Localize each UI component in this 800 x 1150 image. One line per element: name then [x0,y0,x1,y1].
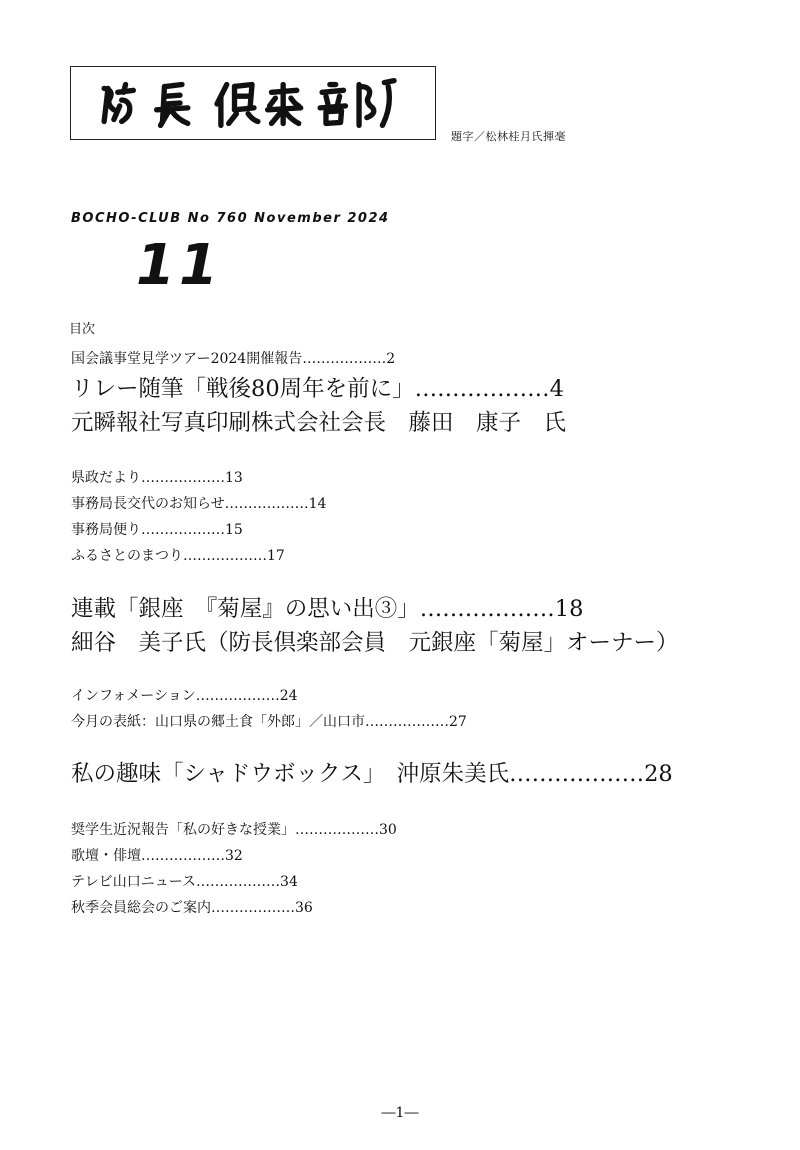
toc-item-page: 13 [225,470,243,486]
toc-item-author [71,626,679,660]
toc-item[interactable] [71,683,467,709]
toc-item[interactable] [71,465,326,491]
toc-group-6 [71,817,397,921]
toc-item-title: 事務局便り……………… [71,522,225,538]
toc-item-title: リレー随筆「戦後80周年を前に」……………… [71,376,550,402]
toc-group-4 [71,683,467,735]
page-number-footer: ―1― [381,1105,419,1121]
toc-item-title: 奨学生近況報告「私の好きな授業」……………… [71,822,379,838]
toc-item-title: テレビ山口ニュース……………… [71,874,281,890]
toc-item[interactable] [71,543,326,569]
toc-item[interactable] [71,869,397,895]
toc-item-page: 2 [386,351,396,367]
toc-item[interactable] [71,895,397,921]
toc-item-page: 18 [554,596,584,622]
toc-item-title: 細谷 美子氏（防長倶楽部会員 元銀座「菊屋」オーナー） [71,630,679,656]
toc-item-title: 私の趣味「シャドウボックス」 沖原朱美氏……………… [71,761,645,787]
toc-item-title: 国会議事堂見学ツアー2024開催報告……………… [71,351,387,367]
toc-item[interactable] [71,817,397,843]
toc-item-page: 14 [308,496,327,512]
toc-heading: 目次 [69,322,96,337]
toc-item-page: 30 [379,822,397,838]
issue-line: BOCHO-CLUB No 760 November 2024 [71,211,390,226]
toc-group-2 [71,465,326,569]
toc-item-page: 24 [279,688,298,704]
toc-item-author [71,406,566,440]
calligraphy-credit: 題字／松林桂月氏揮毫 [451,130,566,143]
toc-item-title: 今月の表紙：山口県の郷土食「外郎」／山口市……………… [71,714,449,730]
toc-group-5 [71,757,673,791]
toc-item[interactable] [71,517,326,543]
toc-item-page: 32 [225,848,243,864]
toc-group-3 [71,592,679,660]
toc-item[interactable] [71,757,673,791]
toc-item-page: 28 [644,761,673,787]
toc-item-page: 17 [267,548,285,564]
masthead-title-box [70,66,436,140]
toc-item-title: ふるさとのまつり……………… [71,548,267,564]
toc-item[interactable] [71,346,566,372]
issue-number: 11 [136,233,222,298]
toc-item-page: 27 [449,714,467,730]
toc-item-page: 15 [225,522,243,538]
toc-item-title: 県政だより……………… [71,470,225,486]
toc-item[interactable] [71,709,467,735]
toc-item[interactable] [71,592,679,626]
toc-item-page: 4 [549,376,564,402]
toc-item-page: 34 [280,874,298,890]
toc-item[interactable] [71,843,397,869]
toc-item[interactable] [71,372,566,406]
toc-item-page: 36 [295,900,313,916]
toc-item-title: 事務局長交代のお知らせ……………… [71,496,309,512]
toc-group-1 [71,346,566,440]
calligraphy-title-logo [71,67,435,139]
toc-item-title: 秋季会員総会のご案内……………… [71,900,295,916]
toc-item-title: 元瞬報社写真印刷株式会社会長 藤田 康子 氏 [71,410,567,436]
toc-item-title: インフォメーション……………… [71,688,280,704]
toc-item[interactable] [71,491,326,517]
toc-item-title: 歌壇・俳壇……………… [71,848,225,864]
toc-item-title: 連載「銀座 『菊屋』の思い出③」……………… [71,596,555,622]
